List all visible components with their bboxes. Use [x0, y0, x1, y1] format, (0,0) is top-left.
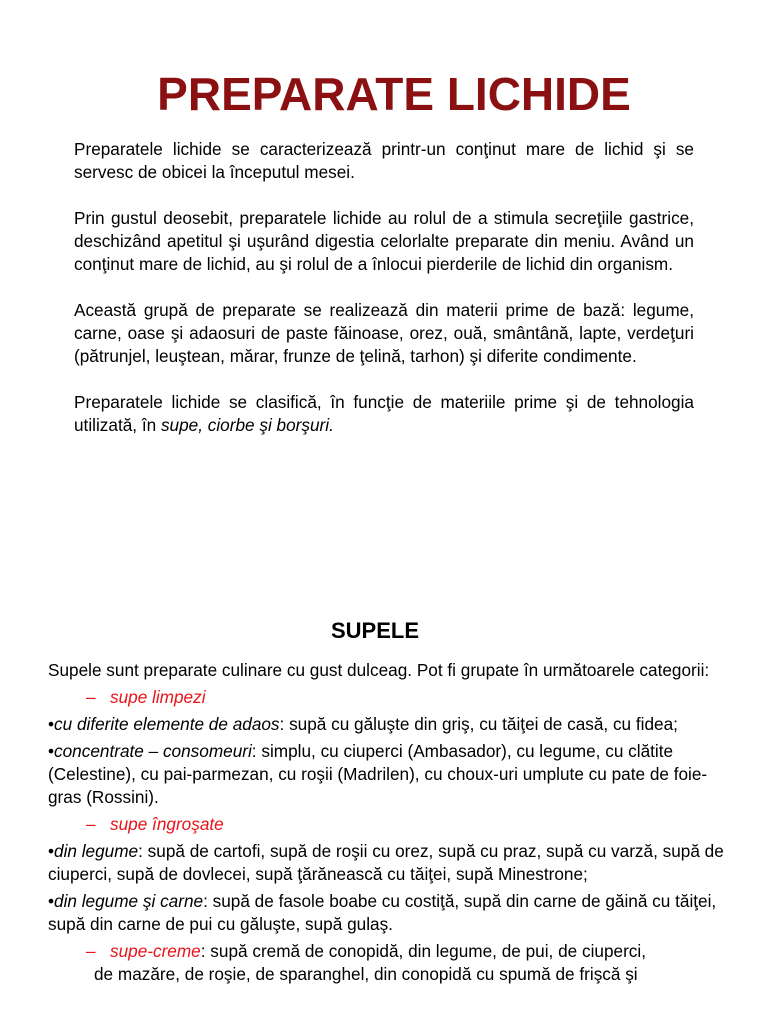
- bullet-text: : supă de cartofi, supă de roşii cu orez, supă cu praz, supă cu varză, supă de ciuperci, supă de dovlecei, supă ţărănească cu tăiţei, supă Minestrone;: [48, 841, 724, 884]
- bullet-item: [48, 840, 738, 886]
- section-title-supele: SUPELE: [330, 618, 420, 643]
- intro-paragraph-1: Preparatele lichide se caracterizează printr-un conţinut mare de lichid şi se servesc de obicei la începutul mesei.: [74, 139, 694, 182]
- category-supe-creme: [86, 940, 738, 963]
- intro-paragraph-3: Această grupă de preparate se realizează din materii prime de bază: legume, carne, oase şi adaosuri de paste făinoase, orez, ouă, smântână, lapte, verdeţuri (pătrunjel, leuştean, mărar, frunze de ţelină, tarhon) şi diferite condimente.: [74, 300, 694, 366]
- intro-paragraph-4-text: Preparatele lichide se clasifică, în funcţie de materiile prime şi de tehnologia utilizată, în: [74, 392, 694, 435]
- bullet-term: cu diferite elemente de adaos: [54, 714, 280, 734]
- dash-marker: –: [86, 941, 96, 961]
- bullet-term: din legume şi carne: [54, 891, 204, 911]
- bullet-item: [48, 713, 738, 736]
- bullet-marker: •: [48, 841, 55, 861]
- category-text-continued: de mazăre, de roşie, de sparanghel, din conopidă cu spumă de frişcă şi: [94, 964, 638, 984]
- bullet-marker: •: [48, 714, 55, 734]
- bullet-item: [48, 890, 738, 936]
- bullet-item: [48, 740, 738, 809]
- intro-section: [74, 138, 694, 460]
- category-label: supe îngroşate: [110, 814, 224, 834]
- bullet-marker: •: [48, 741, 55, 761]
- bullet-text: : supă de fasole boabe cu costiţă, supă din carne de găină cu tăiţei, supă din carne de pui cu găluşte, supă gulaş.: [48, 891, 717, 934]
- dash-marker: –: [86, 814, 96, 834]
- bullet-text: : supă cu găluşte din griş, cu tăiţei de casă, cu fidea;: [279, 714, 678, 734]
- bullet-term: din legume: [54, 841, 139, 861]
- page-title: PREPARATE LICHIDE: [157, 68, 631, 120]
- intro-paragraph-4: [74, 391, 694, 437]
- category-supe-limpezi: [86, 686, 738, 709]
- bullet-term: concentrate – consomeuri: [54, 741, 252, 761]
- category-text: : supă cremă de conopidă, din legume, de pui, de ciuperci,: [200, 941, 646, 961]
- dash-marker: –: [86, 687, 96, 707]
- bullet-marker: •: [48, 891, 55, 911]
- category-supe-ingrosate: [86, 813, 738, 836]
- intro-paragraph-4-italic: supe, ciorbe şi borşuri.: [160, 415, 334, 435]
- intro-paragraph-2: Prin gustul deosebit, preparatele lichide au rolul de a stimula secreţiile gastrice, deschizând apetitul şi uşurând digestia celorlalte preparate din meniu. Având un conţinut mare de lichid, au şi rolul de a înlocui pierderile de lichid din organism.: [74, 208, 694, 274]
- bullet-text: : simplu, cu ciuperci (Ambasador), cu legume, cu clătite (Celestine), cu pai-parmezan, cu roşii (Madrilen), cu choux-uri umplute cu pate de foie-gras (Rossini).: [48, 741, 708, 807]
- category-label: supe-creme: [110, 941, 201, 961]
- supele-intro: Supele sunt preparate culinare cu gust dulceag. Pot fi grupate în următoarele categorii:: [48, 660, 710, 680]
- category-label: supe limpezi: [110, 687, 206, 707]
- supele-section: [48, 659, 738, 986]
